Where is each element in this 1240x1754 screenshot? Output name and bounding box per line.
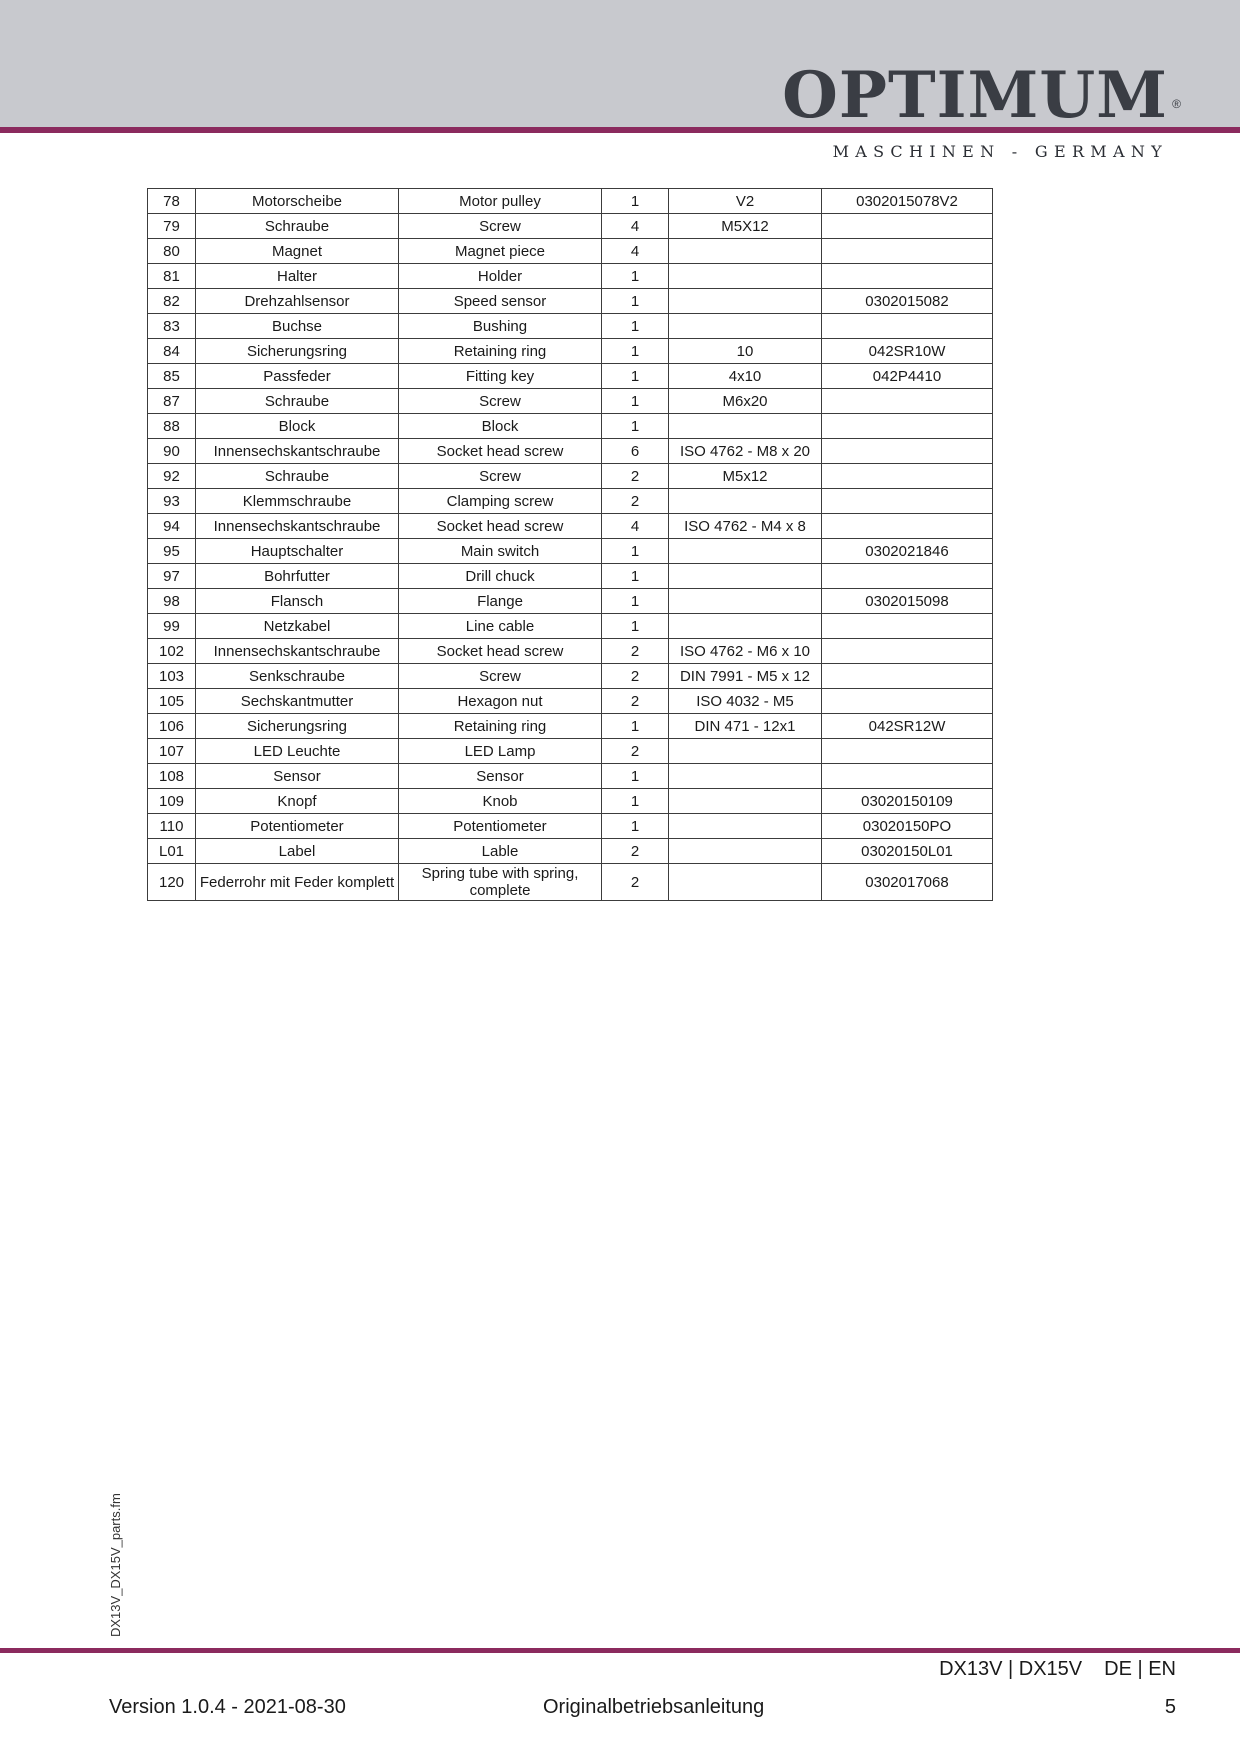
part-number-cell: 042SR10W [822,339,993,364]
table-row [148,739,993,764]
quantity-cell: 2 [602,664,669,689]
english-name-cell: Screw [399,389,602,414]
english-name-cell: Spring tube with spring, complete [399,864,602,901]
table-row [148,314,993,339]
german-name-cell: Bohrfutter [196,564,399,589]
part-number-cell [822,664,993,689]
german-name-cell: Sechskantmutter [196,689,399,714]
table-row [148,789,993,814]
item-number-cell: 105 [148,689,196,714]
item-number-cell: 120 [148,864,196,901]
part-number-cell: 0302015082 [822,289,993,314]
brand-logo-word [782,58,1182,133]
item-number-cell: 99 [148,614,196,639]
english-name-cell: Lable [399,839,602,864]
quantity-cell: 2 [602,864,669,901]
english-name-cell: Retaining ring [399,714,602,739]
parts-table-body [148,189,993,901]
german-name-cell: LED Leuchte [196,739,399,764]
size-cell: M5x12 [669,464,822,489]
quantity-cell: 1 [602,389,669,414]
part-number-cell: 0302015098 [822,589,993,614]
quantity-cell: 2 [602,639,669,664]
quantity-cell: 1 [602,589,669,614]
part-number-cell [822,739,993,764]
table-row [148,714,993,739]
item-number-cell: 90 [148,439,196,464]
german-name-cell: Innensechskantschraube [196,514,399,539]
english-name-cell: Speed sensor [399,289,602,314]
german-name-cell: Motorscheibe [196,189,399,214]
size-cell: M5X12 [669,214,822,239]
quantity-cell: 1 [602,764,669,789]
german-name-cell: Drehzahlsensor [196,289,399,314]
part-number-cell: 03020150L01 [822,839,993,864]
part-number-cell: 03020150109 [822,789,993,814]
table-row [148,864,993,901]
part-number-cell [822,564,993,589]
english-name-cell: Socket head screw [399,439,602,464]
german-name-cell: Hauptschalter [196,539,399,564]
size-cell: ISO 4762 - M6 x 10 [669,639,822,664]
table-row [148,339,993,364]
part-number-cell [822,264,993,289]
item-number-cell: 92 [148,464,196,489]
english-name-cell: Clamping screw [399,489,602,514]
table-row [148,539,993,564]
footer-languages: DE | EN [1104,1658,1176,1680]
german-name-cell: Sicherungsring [196,714,399,739]
quantity-cell: 2 [602,489,669,514]
item-number-cell: 78 [148,189,196,214]
german-name-cell: Sensor [196,764,399,789]
german-name-cell: Halter [196,264,399,289]
item-number-cell: 110 [148,814,196,839]
size-cell [669,864,822,901]
size-cell: 4x10 [669,364,822,389]
size-cell [669,764,822,789]
german-name-cell: Buchse [196,314,399,339]
english-name-cell: Magnet piece [399,239,602,264]
table-row [148,289,993,314]
table-row [148,564,993,589]
table-row [148,414,993,439]
item-number-cell: 108 [148,764,196,789]
english-name-cell: Hexagon nut [399,689,602,714]
german-name-cell: Schraube [196,464,399,489]
item-number-cell: 83 [148,314,196,339]
part-number-cell [822,389,993,414]
page-number: 5 [1164,1696,1176,1718]
item-number-cell: 84 [148,339,196,364]
size-cell [669,789,822,814]
part-number-cell [822,464,993,489]
table-row [148,764,993,789]
footer-models: DX13V | DX15V [939,1658,1083,1680]
quantity-cell: 4 [602,214,669,239]
english-name-cell: Flange [399,589,602,614]
english-name-cell: Drill chuck [399,564,602,589]
item-number-cell: 98 [148,589,196,614]
footer-rule [0,1648,1240,1653]
part-number-cell: 0302021846 [822,539,993,564]
english-name-cell: Retaining ring [399,339,602,364]
size-cell [669,314,822,339]
table-row [148,389,993,414]
english-name-cell: Sensor [399,764,602,789]
item-number-cell: 94 [148,514,196,539]
part-number-cell [822,239,993,264]
german-name-cell: Potentiometer [196,814,399,839]
size-cell [669,414,822,439]
english-name-cell: Line cable [399,614,602,639]
german-name-cell: Senkschraube [196,664,399,689]
german-name-cell: Schraube [196,389,399,414]
size-cell [669,264,822,289]
part-number-cell [822,614,993,639]
part-number-cell: 0302017068 [822,864,993,901]
size-cell: V2 [669,189,822,214]
quantity-cell: 2 [602,464,669,489]
table-row [148,664,993,689]
part-number-cell [822,639,993,664]
german-name-cell: Federrohr mit Feder komplett [196,864,399,901]
quantity-cell: 1 [602,789,669,814]
size-cell: M6x20 [669,389,822,414]
size-cell: DIN 7991 - M5 x 12 [669,664,822,689]
footer-doc-type: Originalbetriebsanleitung [543,1696,765,1718]
size-cell: 10 [669,339,822,364]
german-name-cell: Innensechskantschraube [196,639,399,664]
size-cell [669,564,822,589]
quantity-cell: 2 [602,689,669,714]
english-name-cell: Screw [399,214,602,239]
part-number-cell [822,689,993,714]
quantity-cell: 1 [602,814,669,839]
english-name-cell: LED Lamp [399,739,602,764]
table-row [148,589,993,614]
german-name-cell: Netzkabel [196,614,399,639]
english-name-cell: Bushing [399,314,602,339]
item-number-cell: 80 [148,239,196,264]
german-name-cell: Flansch [196,589,399,614]
table-row [148,364,993,389]
german-name-cell: Label [196,839,399,864]
german-name-cell: Magnet [196,239,399,264]
english-name-cell: Motor pulley [399,189,602,214]
footer-version: Version 1.0.4 - 2021-08-30 [109,1696,346,1718]
english-name-cell: Knob [399,789,602,814]
size-cell: ISO 4762 - M8 x 20 [669,439,822,464]
size-cell [669,239,822,264]
table-row [148,689,993,714]
table-row [148,189,993,214]
german-name-cell: Schraube [196,214,399,239]
part-number-cell: 03020150PO [822,814,993,839]
quantity-cell: 6 [602,439,669,464]
brand-tagline: MASCHINEN - GERMANY [832,142,1168,161]
table-row [148,489,993,514]
part-number-cell: 042P4410 [822,364,993,389]
table-row [148,214,993,239]
quantity-cell: 1 [602,364,669,389]
english-name-cell: Screw [399,664,602,689]
quantity-cell: 2 [602,739,669,764]
quantity-cell: 1 [602,539,669,564]
german-name-cell: Klemmschraube [196,489,399,514]
english-name-cell: Screw [399,464,602,489]
quantity-cell: 1 [602,614,669,639]
table-row [148,614,993,639]
brand-name: OPTIMUM [782,58,1168,133]
footer-model-line [939,1658,1176,1681]
german-name-cell: Sicherungsring [196,339,399,364]
english-name-cell: Socket head screw [399,639,602,664]
part-number-cell: 042SR12W [822,714,993,739]
quantity-cell: 1 [602,414,669,439]
size-cell [669,739,822,764]
part-number-cell [822,439,993,464]
item-number-cell: 82 [148,289,196,314]
registered-mark: ® [1172,97,1182,111]
brand-logo [782,58,1182,162]
item-number-cell: 109 [148,789,196,814]
size-cell [669,839,822,864]
quantity-cell: 1 [602,264,669,289]
quantity-cell: 1 [602,314,669,339]
quantity-cell: 1 [602,564,669,589]
quantity-cell: 4 [602,514,669,539]
english-name-cell: Socket head screw [399,514,602,539]
part-number-cell [822,214,993,239]
item-number-cell: 102 [148,639,196,664]
size-cell [669,489,822,514]
table-row [148,464,993,489]
quantity-cell: 1 [602,289,669,314]
size-cell [669,539,822,564]
item-number-cell: 97 [148,564,196,589]
item-number-cell: 85 [148,364,196,389]
part-number-cell: 0302015078V2 [822,189,993,214]
item-number-cell: 81 [148,264,196,289]
table-row [148,514,993,539]
english-name-cell: Potentiometer [399,814,602,839]
table-row [148,639,993,664]
german-name-cell: Block [196,414,399,439]
table-row [148,814,993,839]
table-row [148,439,993,464]
item-number-cell: 87 [148,389,196,414]
table-row [148,839,993,864]
size-cell: ISO 4762 - M4 x 8 [669,514,822,539]
german-name-cell: Innensechskantschraube [196,439,399,464]
part-number-cell [822,314,993,339]
quantity-cell: 4 [602,239,669,264]
english-name-cell: Main switch [399,539,602,564]
quantity-cell: 1 [602,714,669,739]
quantity-cell: 1 [602,189,669,214]
size-cell [669,589,822,614]
item-number-cell: L01 [148,839,196,864]
part-number-cell [822,414,993,439]
item-number-cell: 79 [148,214,196,239]
table-row [148,264,993,289]
part-number-cell [822,514,993,539]
english-name-cell: Holder [399,264,602,289]
size-cell [669,289,822,314]
quantity-cell: 1 [602,339,669,364]
size-cell: ISO 4032 - M5 [669,689,822,714]
item-number-cell: 106 [148,714,196,739]
parts-table [147,188,993,901]
item-number-cell: 95 [148,539,196,564]
german-name-cell: Passfeder [196,364,399,389]
item-number-cell: 88 [148,414,196,439]
table-row [148,239,993,264]
quantity-cell: 2 [602,839,669,864]
size-cell: DIN 471 - 12x1 [669,714,822,739]
item-number-cell: 107 [148,739,196,764]
english-name-cell: Block [399,414,602,439]
german-name-cell: Knopf [196,789,399,814]
item-number-cell: 93 [148,489,196,514]
english-name-cell: Fitting key [399,364,602,389]
item-number-cell: 103 [148,664,196,689]
size-cell [669,614,822,639]
part-number-cell [822,489,993,514]
side-file-label: DX13V_DX15V_parts.fm [108,1493,123,1637]
part-number-cell [822,764,993,789]
size-cell [669,814,822,839]
